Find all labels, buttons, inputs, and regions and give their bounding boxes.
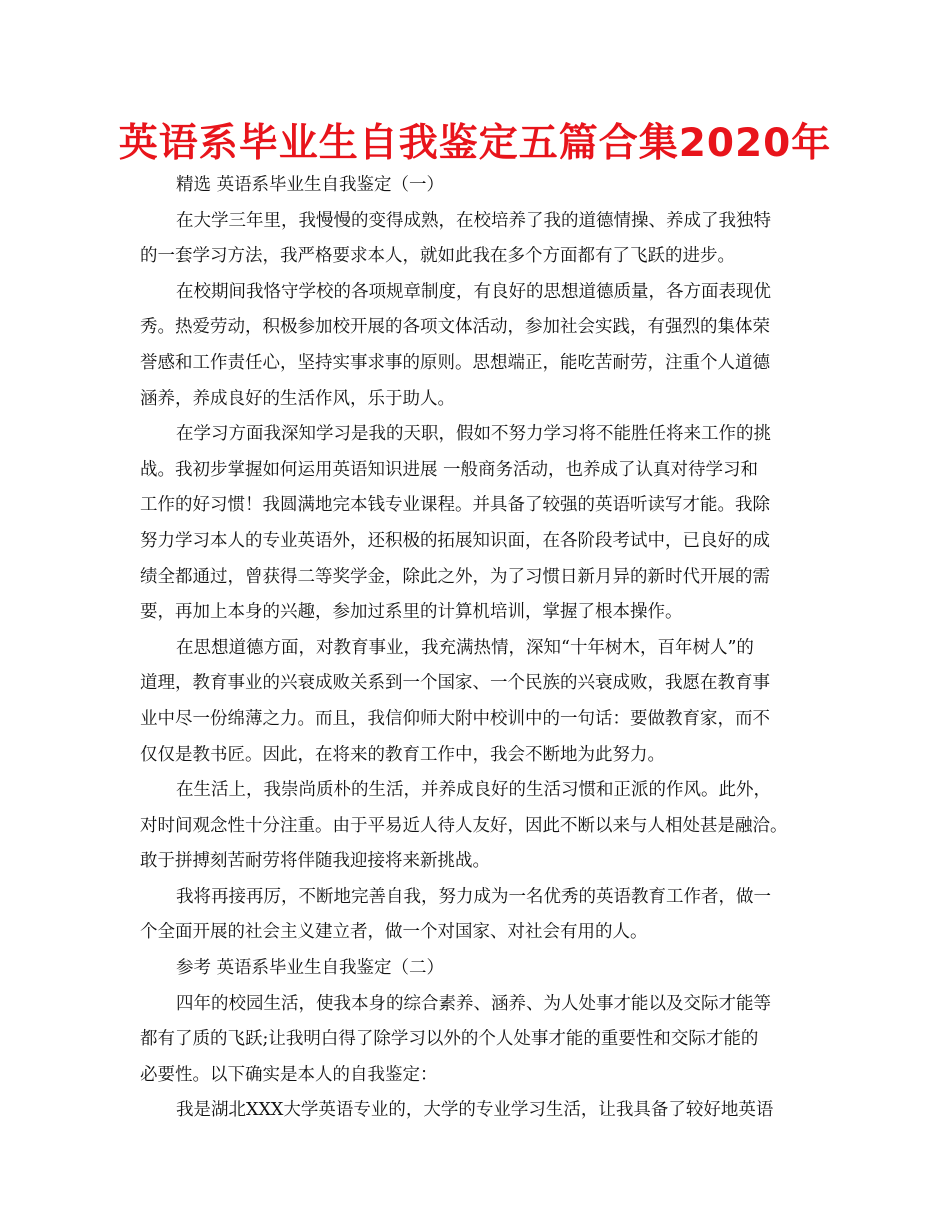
text-line: 的一套学习方法，我严格要求本人，就如此我在多个方面都有了飞跃的进步。 <box>140 246 735 267</box>
text-line: 秀。热爱劳动，积极参加校开展的各项文体活动，参加社会实践，有强烈的集体荣 <box>140 317 770 338</box>
document-title: 英语系毕业生自我鉴定五篇合集2020年 <box>118 121 832 166</box>
text-line: 在大学三年里，我慢慢的变得成熟，在校培养了我的道德情操、养成了我独特 <box>176 210 771 231</box>
text-line: 在生活上，我崇尚质朴的生活，并养成良好的生活习惯和正派的作风。此外， <box>176 780 771 801</box>
text-line: 业中尽一份绵薄之力。而且，我信仰师大附中校训中的一句话：要做教育家，而不 <box>140 708 770 729</box>
text-line: 个全面开展的社会主义建立者，做一个对国家、对社会有用的人。 <box>140 922 648 943</box>
text-line: 在学习方面我深知学习是我的天职，假如不努力学习将不能胜任将来工作的挑 <box>176 424 771 445</box>
text-line: 工作的好习惯！我圆满地完本钱专业课程。并具备了较强的英语听读写才能。我除 <box>140 495 770 516</box>
text-line: 涵养，养成良好的生活作风，乐于助人。 <box>140 388 455 409</box>
text-line: 四年的校园生活，使我本身的综合素养、涵养、为人处事才能以及交际才能等 <box>176 993 771 1014</box>
document-body <box>140 168 830 1129</box>
text-line: 对时间观念性十分注重。由于平易近人待人友好，因此不断以来与人相处甚是融洽。 <box>140 815 788 836</box>
text-line: 要，再加上本身的兴趣，参加过系里的计算机培训，掌握了根本操作。 <box>140 602 683 623</box>
text-line: 努力学习本人的专业英语外，还积极的拓展知识面，在各阶段考试中，已良好的成 <box>140 530 770 551</box>
text-line: 在思想道德方面，对教育事业，我充满热情，深知“十年树木，百年树人”的 <box>176 637 754 658</box>
text-line: 仅仅是教书匠。因此，在将来的教育工作中，我会不断地为此努力。 <box>140 744 665 765</box>
text-line: 战。我初步掌握如何运用英语知识进展 一般商务活动，也养成了认真对待学习和 <box>140 459 759 480</box>
text-line: 绩全都通过，曾获得二等奖学金，除此之外，为了习惯日新月异的新时代开展的需 <box>140 566 770 587</box>
text-line: 道理，教育事业的兴衰成败关系到一个国家、一个民族的兴衰成败，我愿在教育事 <box>140 673 770 694</box>
text-line: 我是湖北XXX大学英语专业的，大学的专业学习生活，让我具备了较好地英语 <box>176 1100 774 1121</box>
text-line: 我将再接再厉，不断地完善自我，努力成为一名优秀的英语教育工作者，做一 <box>176 886 771 907</box>
text-line: 必要性。以下确实是本人的自我鉴定： <box>140 1064 438 1085</box>
text-line: 参考 英语系毕业生自我鉴定（二） <box>176 958 445 979</box>
text-line: 誉感和工作责任心，坚持实事求事的原则。思想端正，能吃苦耐劳，注重个人道德 <box>140 352 770 373</box>
text-line: 精选 英语系毕业生自我鉴定（一） <box>176 175 445 195</box>
text-line: 敢于拼搏刻苦耐劳将伴随我迎接将来新挑战。 <box>140 851 490 872</box>
text-line: 都有了质的飞跃;让我明白得了除学习以外的个人处事才能的重要性和交际才能的 <box>140 1029 759 1050</box>
text-line: 在校期间我恪守学校的各项规章制度，有良好的思想道德质量，各方面表现优 <box>176 281 771 302</box>
